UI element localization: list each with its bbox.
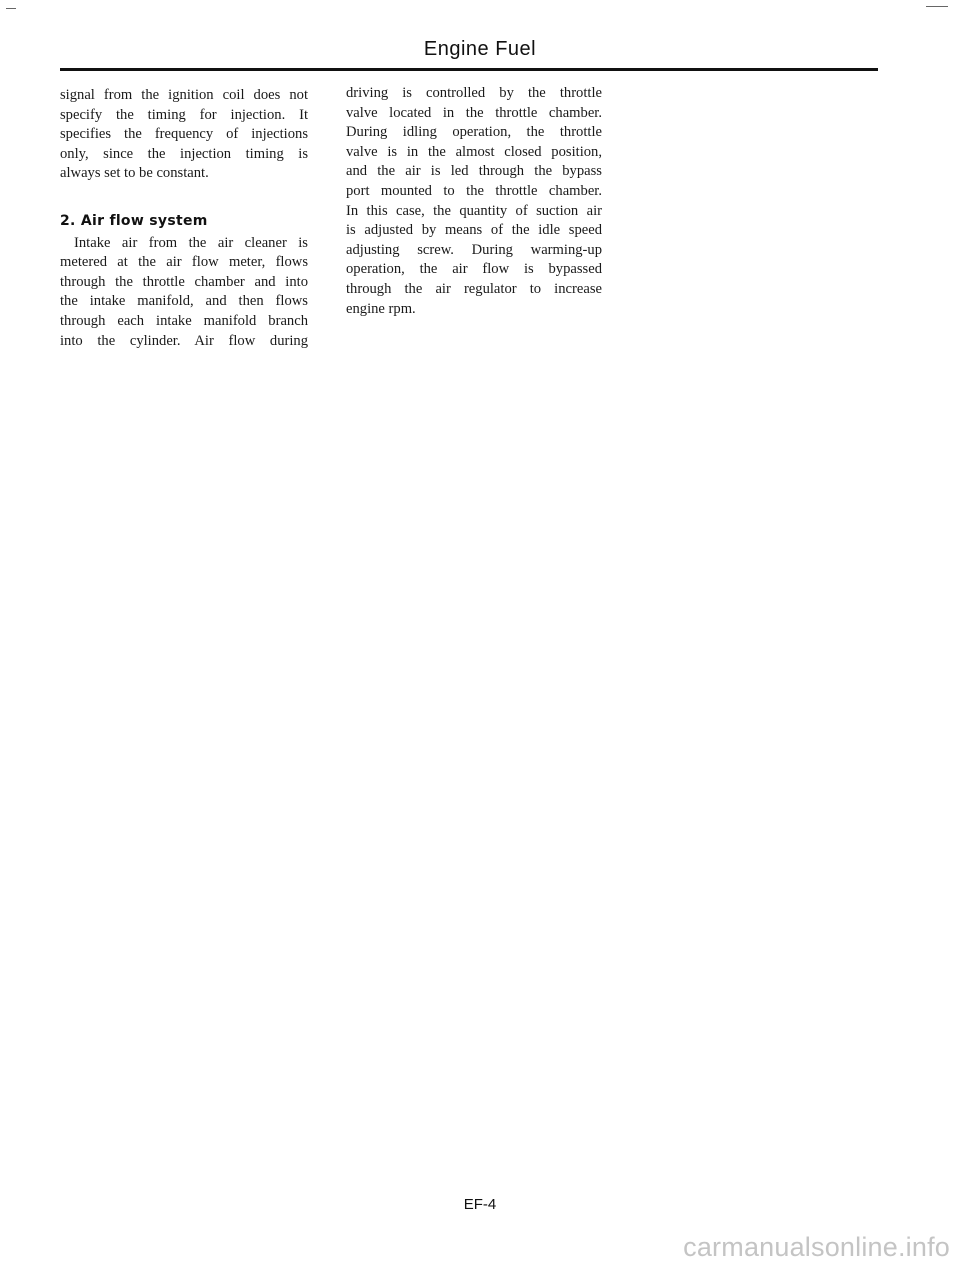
text-line: valve located in the throttle chamber. [346, 104, 602, 121]
page-number: EF-4 [463, 1196, 497, 1213]
text-line: port mounted to the throttle chamber. [346, 182, 602, 199]
text-line: adjusting screw. During warming-up [346, 241, 602, 258]
text-line: the intake manifold, and then flows [60, 293, 308, 310]
text-line: valve is in the almost closed position, [346, 143, 602, 160]
text-line: specifies the frequency of injections [60, 126, 308, 143]
text-line: metered at the air flow meter, flows [60, 254, 308, 271]
text-line: During idling operation, the throttle [346, 124, 602, 141]
text-line: and the air is led through the bypass [346, 163, 602, 180]
text-line: through each intake manifold branch [60, 312, 308, 329]
text-line: always set to be constant. [60, 165, 209, 182]
text-line: is adjusted by means of the idle speed [346, 222, 602, 239]
scan-mark-top-right [926, 6, 948, 7]
text-line: only, since the injection timing is [60, 145, 308, 162]
text-line: into the cylinder. Air flow during [60, 332, 308, 349]
text-line: through the air regulator to increase [346, 280, 602, 297]
scan-mark-top-left [6, 8, 16, 9]
text-line: operation, the air flow is bypassed [346, 261, 602, 278]
text-line: specify the timing for injection. It [60, 106, 308, 123]
text-line: signal from the ignition coil does not [60, 87, 308, 103]
header-rule [60, 68, 878, 71]
page-title: Engine Fuel [423, 38, 537, 60]
text-line: engine rpm. [346, 300, 416, 317]
text-line: through the throttle chamber and into [60, 273, 308, 290]
section-heading: 2. Air flow system [60, 212, 208, 229]
text-line: Intake air from the air cleaner is [74, 234, 308, 251]
left-column [60, 86, 308, 351]
text-line: In this case, the quantity of suction air [346, 202, 602, 219]
right-column [346, 84, 602, 319]
text-line: driving is controlled by the throttle [346, 85, 602, 101]
watermark-text: carmanualsonline.info [683, 1232, 950, 1262]
